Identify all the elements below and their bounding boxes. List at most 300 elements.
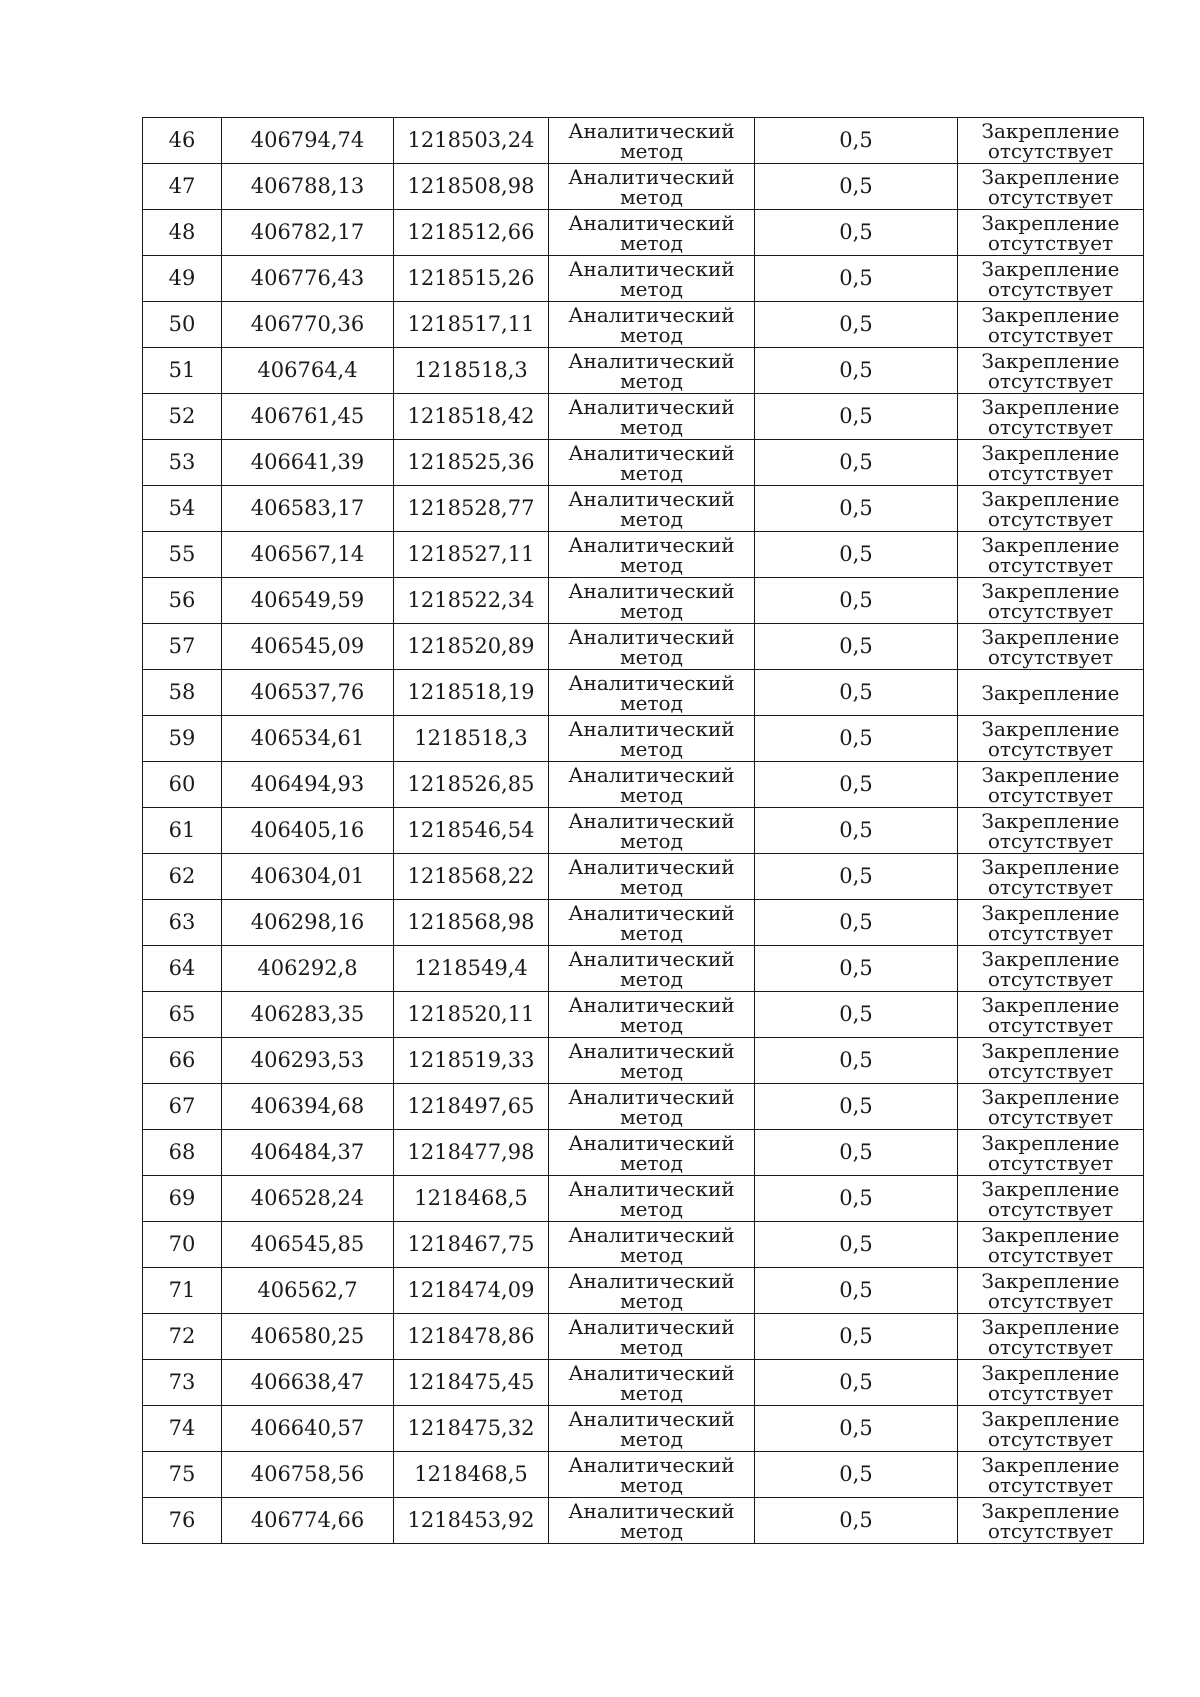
fixation-cell [958, 440, 1144, 486]
method-text: метод [620, 461, 683, 485]
fixation-text: отсутствует [987, 875, 1114, 899]
method-text: метод [620, 599, 683, 623]
method-text: Аналитический [568, 211, 735, 235]
method-cell [549, 302, 755, 348]
table-row [143, 946, 1144, 992]
x-coordinate-cell: 406583,17 [222, 486, 394, 532]
method-text: метод [620, 829, 683, 853]
method-text: Аналитический [568, 1177, 735, 1201]
fixation-text: Закрепление [981, 809, 1120, 833]
method-cell [549, 670, 755, 716]
method-text: метод [620, 1519, 683, 1543]
fixation-text: Закрепление [981, 1315, 1120, 1339]
method-cell [549, 486, 755, 532]
fixation-cell [958, 992, 1144, 1038]
point-number-cell: 51 [143, 348, 222, 394]
method-text: метод [620, 1243, 683, 1267]
point-number-cell: 52 [143, 394, 222, 440]
method-cell [549, 210, 755, 256]
y-coordinate-cell: 1218518,3 [394, 348, 549, 394]
table-row [143, 900, 1144, 946]
method-text: Аналитический [568, 349, 735, 373]
point-number-cell: 61 [143, 808, 222, 854]
accuracy-cell: 0,5 [755, 762, 958, 808]
x-coordinate-cell: 406788,13 [222, 164, 394, 210]
method-text: Аналитический [568, 625, 735, 649]
x-coordinate-cell: 406761,45 [222, 394, 394, 440]
fixation-cell [958, 210, 1144, 256]
table-row [143, 578, 1144, 624]
table-row [143, 1222, 1144, 1268]
fixation-text: отсутствует [987, 1151, 1114, 1175]
point-number-cell: 70 [143, 1222, 222, 1268]
method-cell [549, 1222, 755, 1268]
accuracy-cell: 0,5 [755, 1452, 958, 1498]
table-row [143, 854, 1144, 900]
table-row [143, 624, 1144, 670]
method-cell [549, 348, 755, 394]
method-text: Аналитический [568, 855, 735, 879]
method-cell [549, 118, 755, 164]
point-number-cell: 48 [143, 210, 222, 256]
table-row [143, 762, 1144, 808]
fixation-text: Закрепление [981, 1361, 1120, 1385]
y-coordinate-cell: 1218525,36 [394, 440, 549, 486]
accuracy-cell: 0,5 [755, 256, 958, 302]
method-cell [549, 578, 755, 624]
method-text: метод [620, 1289, 683, 1313]
method-text: метод [620, 415, 683, 439]
x-coordinate-cell: 406562,7 [222, 1268, 394, 1314]
point-number-cell: 50 [143, 302, 222, 348]
method-cell [549, 532, 755, 578]
accuracy-cell: 0,5 [755, 808, 958, 854]
method-text: Аналитический [568, 671, 735, 695]
fixation-cell [958, 716, 1144, 762]
fixation-cell [958, 854, 1144, 900]
fixation-text: Закрепление [981, 625, 1120, 649]
method-text: Аналитический [568, 1223, 735, 1247]
method-text: Аналитический [568, 441, 735, 465]
accuracy-cell: 0,5 [755, 624, 958, 670]
method-text: метод [620, 875, 683, 899]
method-cell [549, 808, 755, 854]
x-coordinate-cell: 406304,01 [222, 854, 394, 900]
point-number-cell: 57 [143, 624, 222, 670]
accuracy-cell: 0,5 [755, 946, 958, 992]
point-number-cell: 47 [143, 164, 222, 210]
fixation-text: Закрепление [981, 901, 1120, 925]
fixation-cell [958, 624, 1144, 670]
x-coordinate-cell: 406758,56 [222, 1452, 394, 1498]
method-text: Аналитический [568, 395, 735, 419]
method-cell [549, 164, 755, 210]
method-text: Аналитический [568, 763, 735, 787]
method-cell [549, 854, 755, 900]
x-coordinate-cell: 406545,09 [222, 624, 394, 670]
accuracy-cell: 0,5 [755, 578, 958, 624]
fixation-text: отсутствует [987, 1335, 1114, 1359]
fixation-text: Закрепление [981, 1269, 1120, 1293]
accuracy-cell: 0,5 [755, 532, 958, 578]
fixation-text: отсутствует [987, 277, 1114, 301]
fixation-text: Закрепление [981, 763, 1120, 787]
method-text: Аналитический [568, 533, 735, 557]
table-row [143, 992, 1144, 1038]
table-row [143, 1084, 1144, 1130]
fixation-cell [958, 762, 1144, 808]
fixation-text: Закрепление [981, 1131, 1120, 1155]
fixation-text: Закрепление [981, 579, 1120, 603]
method-text: метод [620, 139, 683, 163]
method-cell [549, 440, 755, 486]
fixation-text: отсутствует [987, 1289, 1114, 1313]
y-coordinate-cell: 1218474,09 [394, 1268, 549, 1314]
fixation-text: Закрепление [981, 487, 1120, 511]
x-coordinate-cell: 406764,4 [222, 348, 394, 394]
fixation-text: отсутствует [987, 139, 1114, 163]
fixation-cell [958, 118, 1144, 164]
method-text: метод [620, 1059, 683, 1083]
fixation-text: Закрепление [981, 441, 1120, 465]
method-text: Аналитический [568, 993, 735, 1017]
accuracy-cell: 0,5 [755, 118, 958, 164]
table-row [143, 164, 1144, 210]
table-row [143, 118, 1144, 164]
accuracy-cell: 0,5 [755, 1130, 958, 1176]
method-text: метод [620, 369, 683, 393]
method-text: метод [620, 783, 683, 807]
fixation-cell [958, 1406, 1144, 1452]
fixation-cell [958, 808, 1144, 854]
method-text: метод [620, 553, 683, 577]
y-coordinate-cell: 1218568,98 [394, 900, 549, 946]
y-coordinate-cell: 1218508,98 [394, 164, 549, 210]
table-row [143, 808, 1144, 854]
fixation-text: Закрепление [981, 1177, 1120, 1201]
point-number-cell: 59 [143, 716, 222, 762]
point-number-cell: 68 [143, 1130, 222, 1176]
fixation-cell [958, 1268, 1144, 1314]
method-text: Аналитический [568, 809, 735, 833]
accuracy-cell: 0,5 [755, 486, 958, 532]
y-coordinate-cell: 1218519,33 [394, 1038, 549, 1084]
method-text: Аналитический [568, 487, 735, 511]
method-cell [549, 762, 755, 808]
fixation-text: отсутствует [987, 1473, 1114, 1497]
fixation-cell [958, 1498, 1144, 1544]
point-number-cell: 71 [143, 1268, 222, 1314]
table-row [143, 670, 1144, 716]
accuracy-cell: 0,5 [755, 1498, 958, 1544]
x-coordinate-cell: 406283,35 [222, 992, 394, 1038]
method-cell [549, 1360, 755, 1406]
y-coordinate-cell: 1218517,11 [394, 302, 549, 348]
method-text: Аналитический [568, 1085, 735, 1109]
fixation-text: Закрепление [981, 1039, 1120, 1063]
y-coordinate-cell: 1218549,4 [394, 946, 549, 992]
table-row [143, 302, 1144, 348]
method-text: Аналитический [568, 579, 735, 603]
method-cell [549, 1084, 755, 1130]
point-number-cell: 64 [143, 946, 222, 992]
fixation-text: Закрепление [981, 1085, 1120, 1109]
method-cell [549, 946, 755, 992]
fixation-cell [958, 1452, 1144, 1498]
fixation-text: отсутствует [987, 1105, 1114, 1129]
fixation-cell [958, 394, 1144, 440]
y-coordinate-cell: 1218478,86 [394, 1314, 549, 1360]
method-text: метод [620, 1105, 683, 1129]
y-coordinate-cell: 1218453,92 [394, 1498, 549, 1544]
point-number-cell: 76 [143, 1498, 222, 1544]
accuracy-cell: 0,5 [755, 348, 958, 394]
y-coordinate-cell: 1218518,42 [394, 394, 549, 440]
x-coordinate-cell: 406774,66 [222, 1498, 394, 1544]
accuracy-cell: 0,5 [755, 440, 958, 486]
coordinates-table-body [143, 118, 1144, 1544]
fixation-text: отсутствует [987, 1059, 1114, 1083]
fixation-text: Закрепление [981, 1453, 1120, 1477]
fixation-text: Закрепление [981, 165, 1120, 189]
fixation-cell [958, 946, 1144, 992]
point-number-cell: 56 [143, 578, 222, 624]
y-coordinate-cell: 1218518,19 [394, 670, 549, 716]
fixation-text: Закрепление [981, 257, 1120, 281]
x-coordinate-cell: 406534,61 [222, 716, 394, 762]
method-text: Аналитический [568, 1499, 735, 1523]
x-coordinate-cell: 406545,85 [222, 1222, 394, 1268]
method-text: Аналитический [568, 257, 735, 281]
y-coordinate-cell: 1218568,22 [394, 854, 549, 900]
y-coordinate-cell: 1218475,32 [394, 1406, 549, 1452]
method-text: метод [620, 507, 683, 531]
fixation-text: Закрепление [981, 211, 1120, 235]
x-coordinate-cell: 406776,43 [222, 256, 394, 302]
table-row [143, 1038, 1144, 1084]
y-coordinate-cell: 1218520,11 [394, 992, 549, 1038]
accuracy-cell: 0,5 [755, 670, 958, 716]
fixation-cell [958, 164, 1144, 210]
x-coordinate-cell: 406494,93 [222, 762, 394, 808]
method-text: метод [620, 1197, 683, 1221]
accuracy-cell: 0,5 [755, 1314, 958, 1360]
accuracy-cell: 0,5 [755, 900, 958, 946]
fixation-text: отсутствует [987, 829, 1114, 853]
fixation-cell [958, 1176, 1144, 1222]
method-cell [549, 1314, 755, 1360]
y-coordinate-cell: 1218522,34 [394, 578, 549, 624]
point-number-cell: 63 [143, 900, 222, 946]
method-text: метод [620, 1013, 683, 1037]
table-row [143, 486, 1144, 532]
x-coordinate-cell: 406405,16 [222, 808, 394, 854]
fixation-text: отсутствует [987, 461, 1114, 485]
table-row [143, 1130, 1144, 1176]
fixation-text: Закрепление [981, 1407, 1120, 1431]
fixation-text: отсутствует [987, 185, 1114, 209]
method-text: Аналитический [568, 1407, 735, 1431]
fixation-cell [958, 1084, 1144, 1130]
fixation-cell [958, 256, 1144, 302]
point-number-cell: 69 [143, 1176, 222, 1222]
y-coordinate-cell: 1218503,24 [394, 118, 549, 164]
fixation-text: отсутствует [987, 1519, 1114, 1543]
fixation-text: отсутствует [987, 737, 1114, 761]
accuracy-cell: 0,5 [755, 164, 958, 210]
fixation-text: отсутствует [987, 1427, 1114, 1451]
table-row [143, 1406, 1144, 1452]
x-coordinate-cell: 406293,53 [222, 1038, 394, 1084]
fixation-cell [958, 1360, 1144, 1406]
y-coordinate-cell: 1218527,11 [394, 532, 549, 578]
x-coordinate-cell: 406782,17 [222, 210, 394, 256]
y-coordinate-cell: 1218468,5 [394, 1452, 549, 1498]
method-text: метод [620, 185, 683, 209]
y-coordinate-cell: 1218546,54 [394, 808, 549, 854]
x-coordinate-cell: 406638,47 [222, 1360, 394, 1406]
fixation-cell [958, 1314, 1144, 1360]
fixation-cell [958, 348, 1144, 394]
fixation-text: Закрепление [981, 119, 1120, 143]
fixation-text: Закрепление [981, 533, 1120, 557]
method-text: метод [620, 645, 683, 669]
point-number-cell: 54 [143, 486, 222, 532]
method-cell [549, 256, 755, 302]
point-number-cell: 62 [143, 854, 222, 900]
x-coordinate-cell: 406549,59 [222, 578, 394, 624]
point-number-cell: 46 [143, 118, 222, 164]
accuracy-cell: 0,5 [755, 716, 958, 762]
method-cell [549, 1130, 755, 1176]
point-number-cell: 65 [143, 992, 222, 1038]
fixation-text: отсутствует [987, 1013, 1114, 1037]
x-coordinate-cell: 406770,36 [222, 302, 394, 348]
table-row [143, 348, 1144, 394]
fixation-cell [958, 1130, 1144, 1176]
y-coordinate-cell: 1218518,3 [394, 716, 549, 762]
accuracy-cell: 0,5 [755, 854, 958, 900]
y-coordinate-cell: 1218477,98 [394, 1130, 549, 1176]
table-row [143, 394, 1144, 440]
accuracy-cell: 0,5 [755, 1084, 958, 1130]
fixation-text: отсутствует [987, 553, 1114, 577]
method-text: Аналитический [568, 1453, 735, 1477]
point-number-cell: 49 [143, 256, 222, 302]
point-number-cell: 67 [143, 1084, 222, 1130]
method-cell [549, 716, 755, 762]
fixation-text: отсутствует [987, 323, 1114, 347]
fixation-cell [958, 486, 1144, 532]
method-cell [549, 1498, 755, 1544]
method-text: метод [620, 967, 683, 991]
fixation-text: отсутствует [987, 1243, 1114, 1267]
method-cell [549, 1406, 755, 1452]
method-text: метод [620, 323, 683, 347]
method-cell [549, 900, 755, 946]
fixation-cell [958, 1038, 1144, 1084]
table-row [143, 1176, 1144, 1222]
x-coordinate-cell: 406580,25 [222, 1314, 394, 1360]
y-coordinate-cell: 1218475,45 [394, 1360, 549, 1406]
method-cell [549, 1038, 755, 1084]
y-coordinate-cell: 1218467,75 [394, 1222, 549, 1268]
method-text: метод [620, 1473, 683, 1497]
fixation-text: Закрепление [981, 947, 1120, 971]
fixation-text: Закрепление [981, 303, 1120, 327]
x-coordinate-cell: 406640,57 [222, 1406, 394, 1452]
point-number-cell: 72 [143, 1314, 222, 1360]
accuracy-cell: 0,5 [755, 1406, 958, 1452]
fixation-text: Закрепление [981, 855, 1120, 879]
method-text: Аналитический [568, 1039, 735, 1063]
fixation-text: Закрепление [981, 1499, 1120, 1523]
accuracy-cell: 0,5 [755, 1038, 958, 1084]
fixation-text: Закрепление [981, 395, 1120, 419]
fixation-cell [958, 578, 1144, 624]
method-text: Аналитический [568, 947, 735, 971]
method-text: метод [620, 277, 683, 301]
fixation-text: Закрепление [981, 681, 1120, 705]
table-row [143, 256, 1144, 302]
accuracy-cell: 0,5 [755, 210, 958, 256]
method-text: Аналитический [568, 1269, 735, 1293]
method-text: Аналитический [568, 1131, 735, 1155]
method-text: Аналитический [568, 901, 735, 925]
method-cell [549, 1176, 755, 1222]
fixation-text: отсутствует [987, 415, 1114, 439]
fixation-cell [958, 670, 1144, 716]
point-number-cell: 73 [143, 1360, 222, 1406]
table-row [143, 1314, 1144, 1360]
method-cell [549, 992, 755, 1038]
table-row [143, 1360, 1144, 1406]
fixation-cell [958, 532, 1144, 578]
x-coordinate-cell: 406484,37 [222, 1130, 394, 1176]
accuracy-cell: 0,5 [755, 302, 958, 348]
table-row [143, 440, 1144, 486]
point-number-cell: 66 [143, 1038, 222, 1084]
fixation-text: Закрепление [981, 993, 1120, 1017]
method-cell [549, 1268, 755, 1314]
method-text: метод [620, 691, 683, 715]
point-number-cell: 75 [143, 1452, 222, 1498]
fixation-cell [958, 900, 1144, 946]
point-number-cell: 74 [143, 1406, 222, 1452]
x-coordinate-cell: 406641,39 [222, 440, 394, 486]
x-coordinate-cell: 406528,24 [222, 1176, 394, 1222]
y-coordinate-cell: 1218528,77 [394, 486, 549, 532]
fixation-text: отсутствует [987, 1381, 1114, 1405]
fixation-text: отсутствует [987, 783, 1114, 807]
table-row [143, 716, 1144, 762]
x-coordinate-cell: 406537,76 [222, 670, 394, 716]
method-text: Аналитический [568, 1361, 735, 1385]
method-text: метод [620, 1381, 683, 1405]
method-text: Аналитический [568, 119, 735, 143]
fixation-text: отсутствует [987, 507, 1114, 531]
method-text: метод [620, 1151, 683, 1175]
y-coordinate-cell: 1218497,65 [394, 1084, 549, 1130]
table-row [143, 1268, 1144, 1314]
method-text: Аналитический [568, 1315, 735, 1339]
accuracy-cell: 0,5 [755, 1268, 958, 1314]
method-cell [549, 394, 755, 440]
method-text: метод [620, 921, 683, 945]
y-coordinate-cell: 1218468,5 [394, 1176, 549, 1222]
table-row [143, 1452, 1144, 1498]
accuracy-cell: 0,5 [755, 1222, 958, 1268]
